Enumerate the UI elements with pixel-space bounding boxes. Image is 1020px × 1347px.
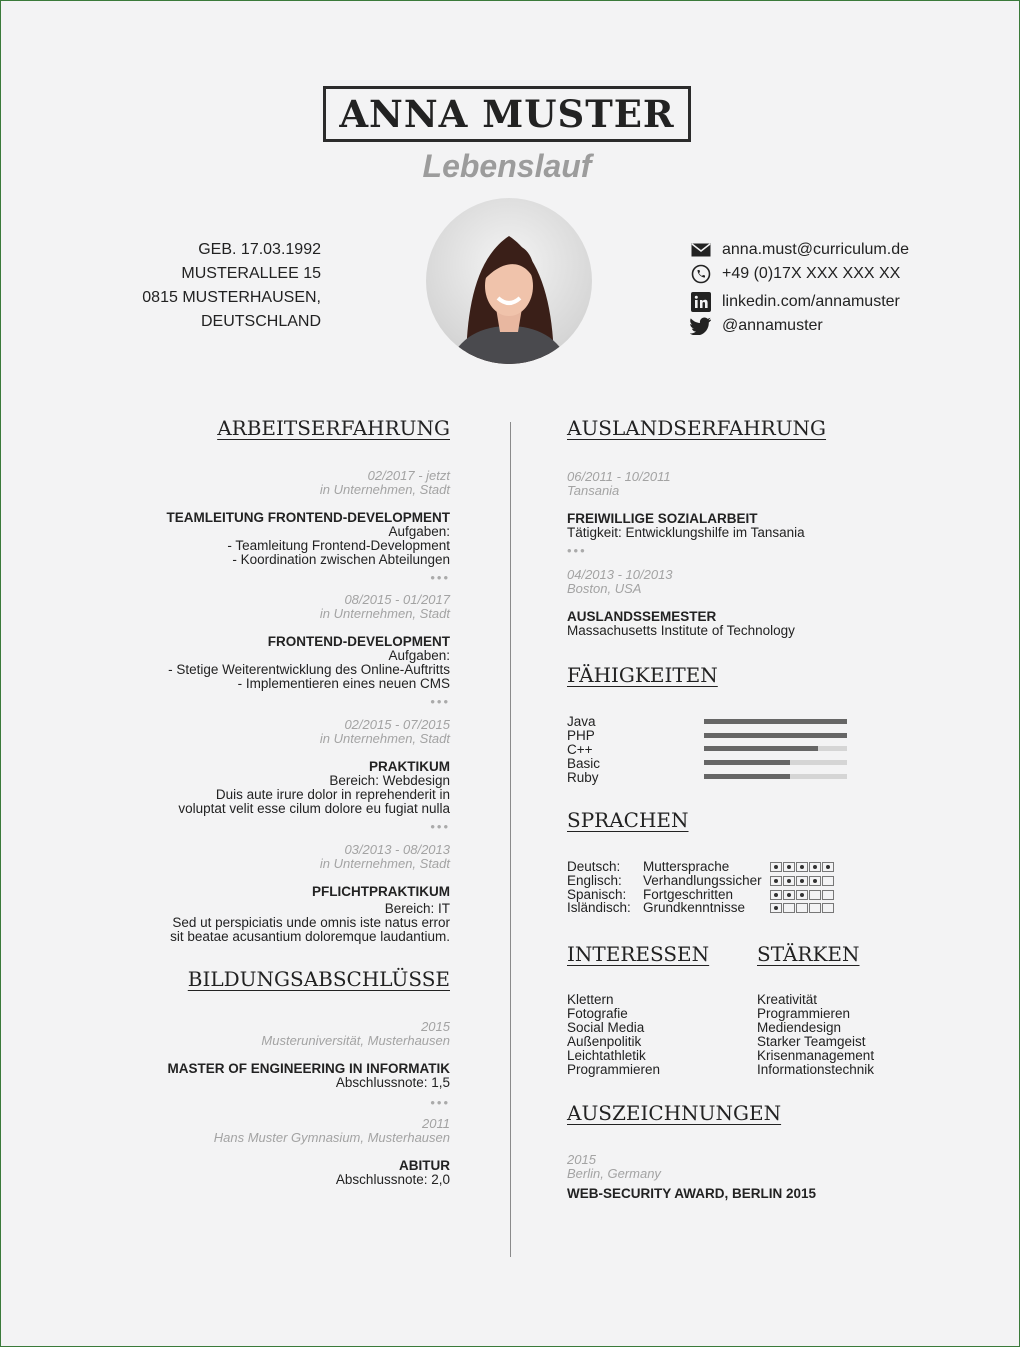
- item-date: 04/2013 - 10/2013: [567, 567, 673, 582]
- separator-dots: •••: [430, 819, 450, 834]
- language-rating: [770, 890, 834, 900]
- rating-box-empty: [809, 890, 821, 900]
- skill-bar: [704, 719, 847, 724]
- personal-info: [142, 238, 321, 334]
- interest-item: Fotografie: [567, 1006, 628, 1021]
- item-line: - Koordination zwischen Abteilungen: [232, 552, 450, 567]
- strength-item: Krisenmanagement: [757, 1048, 875, 1063]
- item-place: in Unternehmen, Stadt: [319, 606, 450, 621]
- award-item: [567, 1153, 816, 1201]
- item-line: Massachusetts Institute of Technology: [567, 623, 795, 638]
- interest-item: Klettern: [567, 992, 614, 1007]
- language-rating: [770, 862, 834, 872]
- twitter-icon: [690, 315, 712, 337]
- item-line: voluptat velit esse cilum dolore eu fugiat nulla: [178, 801, 450, 816]
- item-line: Bereich: IT: [384, 901, 450, 916]
- rating-dot: [774, 879, 778, 883]
- skill-name: PHP: [567, 728, 595, 743]
- item-date: 02/2015 - 07/2015: [344, 717, 450, 732]
- rating-box-filled: [770, 903, 782, 913]
- profile-photo: [426, 198, 592, 364]
- strength-item: Mediendesign: [757, 1020, 842, 1035]
- contact-email[interactable]: [690, 238, 909, 262]
- contact-linkedin[interactable]: [690, 290, 909, 314]
- contact-twitter[interactable]: [690, 314, 909, 338]
- item-title: FREIWILLIGE SOZIALARBEIT: [567, 511, 758, 526]
- education-heading: BILDUNGSABSCHLÜSSE: [187, 967, 450, 991]
- rating-dot: [774, 906, 778, 910]
- item-title: ABITUR: [399, 1158, 450, 1173]
- item-date: 03/2013 - 08/2013: [344, 842, 450, 857]
- abroad-item: [567, 470, 805, 556]
- column-divider: [510, 422, 511, 1257]
- linkedin-text: linkedin.com/annamuster: [722, 293, 900, 310]
- email-icon: [690, 239, 712, 261]
- language-rating: [770, 876, 834, 886]
- separator-dots: •••: [430, 1095, 450, 1110]
- item-line: - Stetige Weiterentwicklung des Online-Auftritts: [168, 662, 450, 677]
- rating-dot: [813, 865, 817, 869]
- skill-bar: [704, 774, 847, 779]
- skill-bar: [704, 733, 847, 738]
- birth-date: GEB. 17.03.1992: [198, 241, 321, 258]
- experience-item: [170, 843, 450, 944]
- item-place: in Unternehmen, Stadt: [319, 731, 450, 746]
- languages-heading: SPRACHEN: [567, 808, 689, 832]
- rating-box-filled: [822, 862, 834, 872]
- rating-dot: [774, 893, 778, 897]
- skill-name: Basic: [567, 756, 601, 771]
- city: 0815 MUSTERHAUSEN,: [142, 289, 321, 306]
- strengths-list: [757, 993, 874, 1077]
- name-title: ANNA MUSTER: [323, 86, 691, 142]
- rating-box-empty: [822, 890, 834, 900]
- item-date: 08/2015 - 01/2017: [344, 592, 450, 607]
- award-date: 2015: [567, 1152, 596, 1167]
- item-line: - Teamleitung Frontend-Development: [227, 538, 450, 553]
- skill-bar-fill: [704, 774, 790, 779]
- item-line: Aufgaben:: [388, 648, 450, 663]
- strength-item: Informationstechnik: [757, 1062, 875, 1077]
- item-date: 2015: [421, 1019, 450, 1034]
- item-date: 02/2017 - jetzt: [367, 468, 450, 483]
- rating-box-filled: [770, 890, 782, 900]
- interests-heading: INTERESSEN: [567, 942, 710, 966]
- abroad-heading: AUSLANDSERFAHRUNG: [567, 416, 827, 440]
- item-place: in Unternehmen, Stadt: [319, 482, 450, 497]
- award-title: WEB-SECURITY AWARD, BERLIN 2015: [567, 1186, 817, 1201]
- item-place: Tansania: [567, 483, 620, 498]
- item-line: Duis aute irure dolor in reprehenderit in: [215, 787, 450, 802]
- rating-box-empty: [809, 903, 821, 913]
- item-title: FRONTEND-DEVELOPMENT: [267, 634, 450, 649]
- skill-name: Ruby: [567, 770, 599, 785]
- rating-dot: [774, 865, 778, 869]
- item-line: Aufgaben:: [388, 524, 450, 539]
- country: DEUTSCHLAND: [200, 313, 321, 330]
- rating-dot: [813, 879, 817, 883]
- item-line: Abschlussnote: 2,0: [335, 1172, 450, 1187]
- linkedin-icon: [690, 291, 712, 313]
- rating-box-empty: [822, 903, 834, 913]
- language-level: Muttersprache: [643, 859, 730, 874]
- rating-box-filled: [796, 890, 808, 900]
- item-title: PFLICHTPRAKTIKUM: [312, 884, 450, 899]
- skill-bar-fill: [704, 733, 847, 738]
- skill-bar-fill: [704, 746, 818, 751]
- strengths-heading: STÄRKEN: [757, 942, 860, 966]
- contact-list: [690, 238, 909, 338]
- strength-item: Kreativität: [757, 992, 818, 1007]
- interests-list: [567, 993, 660, 1077]
- rating-box-filled: [783, 862, 795, 872]
- rating-box-filled: [809, 876, 821, 886]
- strength-item: Starker Teamgeist: [757, 1034, 866, 1049]
- item-line: - Implementieren eines neuen CMS: [237, 676, 450, 691]
- language-name: Isländisch:: [567, 900, 631, 915]
- skill-name: Java: [567, 714, 596, 729]
- language-level: Verhandlungssicher: [643, 873, 762, 888]
- separator-dots: •••: [430, 694, 450, 709]
- rating-dot: [800, 879, 804, 883]
- abroad-item: [567, 568, 795, 638]
- rating-dot: [800, 893, 804, 897]
- item-line: sit beatae acusantium doloremque laudantium.: [170, 929, 450, 944]
- language-rating: [770, 903, 834, 913]
- skill-bar-fill: [704, 760, 790, 765]
- education-item: [214, 1117, 450, 1187]
- interest-item: Leichtathletik: [567, 1048, 646, 1063]
- phone-icon: [690, 263, 712, 285]
- rating-box-filled: [796, 862, 808, 872]
- rating-box-empty: [822, 876, 834, 886]
- separator-dots: •••: [567, 543, 587, 558]
- rating-box-filled: [770, 876, 782, 886]
- rating-dot: [787, 865, 791, 869]
- phone-text: +49 (0)17X XXX XXX XX: [722, 265, 901, 282]
- item-title: AUSLANDSSEMESTER: [567, 609, 717, 624]
- education-item: [168, 1020, 451, 1108]
- award-place: Berlin, Germany: [567, 1166, 661, 1181]
- rating-dot: [800, 865, 804, 869]
- rating-dot: [826, 865, 830, 869]
- rating-dot: [787, 879, 791, 883]
- twitter-text: @annamuster: [722, 317, 823, 334]
- strength-item: Programmieren: [757, 1006, 851, 1021]
- item-title: PRAKTIKUM: [369, 759, 450, 774]
- document-subtitle: Lebenslauf: [422, 148, 592, 184]
- street: MUSTERALLEE 15: [181, 265, 321, 282]
- skills-heading: FÄHIGKEITEN: [567, 663, 718, 687]
- rating-dot: [787, 893, 791, 897]
- rating-box-empty: [796, 903, 808, 913]
- language-name: Deutsch:: [567, 859, 621, 874]
- separator-dots: •••: [430, 570, 450, 585]
- language-name: Englisch:: [567, 873, 622, 888]
- item-place: in Unternehmen, Stadt: [319, 856, 450, 871]
- experience-item: [167, 469, 451, 583]
- rating-box-filled: [796, 876, 808, 886]
- rating-box-filled: [783, 876, 795, 886]
- item-date: 06/2011 - 10/2011: [567, 469, 671, 484]
- item-place: Musteruniversität, Musterhausen: [261, 1033, 450, 1048]
- rating-box-filled: [770, 862, 782, 872]
- experience-item: [178, 718, 450, 832]
- item-place: Boston, USA: [567, 581, 642, 596]
- email-text: anna.must@curriculum.de: [722, 241, 909, 258]
- item-title: TEAMLEITUNG FRONTEND-DEVELOPMENT: [166, 510, 450, 525]
- experience-heading: ARBEITSERFAHRUNG: [217, 416, 450, 440]
- awards-heading: AUSZEICHNUNGEN: [567, 1101, 782, 1125]
- rating-box-filled: [809, 862, 821, 872]
- interest-item: Außenpolitik: [567, 1034, 642, 1049]
- experience-item: [168, 593, 450, 707]
- rating-box-filled: [783, 890, 795, 900]
- language-level: Grundkenntnisse: [643, 900, 746, 915]
- item-line: Sed ut perspiciatis unde omnis iste natus error: [172, 915, 450, 930]
- skill-name: C++: [567, 742, 593, 757]
- skill-bar: [704, 746, 847, 751]
- item-line: Tätigkeit: Entwicklungshilfe im Tansania: [567, 525, 805, 540]
- interest-item: Social Media: [567, 1020, 645, 1035]
- skill-bar: [704, 760, 847, 765]
- item-title: MASTER OF ENGINEERING IN INFORMATIK: [167, 1061, 450, 1076]
- item-line: Abschlussnote: 1,5: [335, 1075, 450, 1090]
- item-place: Hans Muster Gymnasium, Musterhausen: [213, 1130, 450, 1145]
- interest-item: Programmieren: [567, 1062, 661, 1077]
- item-date: 2011: [422, 1116, 450, 1131]
- contact-phone[interactable]: [690, 262, 909, 286]
- language-level: Fortgeschritten: [643, 887, 734, 902]
- language-name: Spanisch:: [567, 887, 627, 902]
- item-line: Bereich: Webdesign: [329, 773, 450, 788]
- rating-box-empty: [783, 903, 795, 913]
- skill-bar-fill: [704, 719, 847, 724]
